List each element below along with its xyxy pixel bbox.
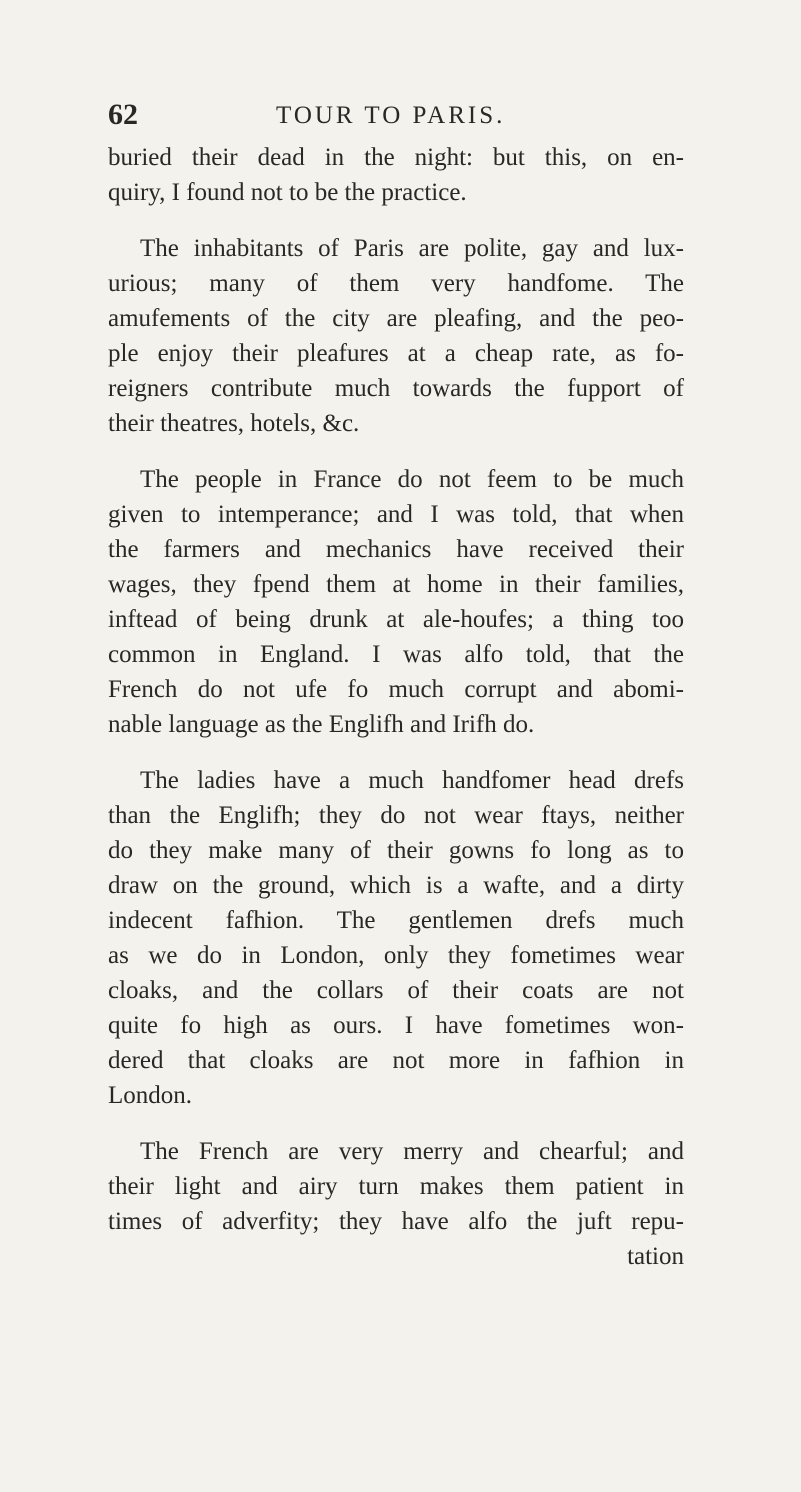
paragraph xyxy=(108,763,684,1113)
text-line: nable language as the Englifh and Irifh do. xyxy=(108,711,535,738)
page-number: 62 xyxy=(108,98,138,131)
paragraph xyxy=(108,231,684,441)
text-line: the farmers and mechanics have received their xyxy=(108,536,684,563)
text-line: London. xyxy=(108,1082,193,1109)
text-line: their theatres, hotels, &c. xyxy=(108,410,360,437)
text-line: given to intemperance; and I was told, that when xyxy=(108,501,684,528)
text-line: common in England. I was alfo told, that the xyxy=(108,641,684,668)
text-line: their light and airy turn makes them patient in xyxy=(108,1173,684,1200)
paragraph xyxy=(108,1134,684,1274)
text-line: wages, they fpend them at home in their families, xyxy=(108,571,684,598)
paragraph xyxy=(108,140,684,210)
running-head: TOUR TO PARIS. xyxy=(276,102,506,129)
catchword: tation xyxy=(627,1243,684,1270)
text-line: The French are very merry and chearful; and xyxy=(140,1138,684,1165)
text-line: amufements of the city are pleafing, and the peo- xyxy=(108,305,684,332)
text-line: than the Englifh; they do not wear ftays, neither xyxy=(108,802,684,829)
text-line: dered that cloaks are not more in fafhion in xyxy=(108,1047,684,1074)
text-line: quite fo high as ours. I have fometimes won- xyxy=(108,1012,684,1039)
text-line: draw on the ground, which is a wafte, and a dirty xyxy=(108,872,684,899)
text-line: as we do in London, only they fometimes wear xyxy=(108,942,684,969)
text-line: urious; many of them very handfome. The xyxy=(108,270,684,297)
text-line: reigners contribute much towards the fupport of xyxy=(108,375,684,402)
text-line: cloaks, and the collars of their coats are not xyxy=(108,977,684,1004)
text-line: quiry, I found not to be the practice. xyxy=(108,179,467,206)
text-line: The ladies have a much handfomer head drefs xyxy=(140,767,684,794)
text-line: do they make many of their gowns fo long as to xyxy=(108,837,684,864)
text-line: French do not ufe fo much corrupt and abomi- xyxy=(108,676,684,703)
text-line: buried their dead in the night: but this, on en- xyxy=(108,144,684,171)
page-header xyxy=(108,98,698,132)
paragraph xyxy=(108,462,684,742)
text-line: inftead of being drunk at ale-houfes; a thing too xyxy=(108,606,684,633)
text-line: The inhabitants of Paris are polite, gay and lux- xyxy=(140,235,684,262)
text-line: The people in France do not feem to be much xyxy=(140,466,684,493)
text-line: indecent fafhion. The gentlemen drefs much xyxy=(108,907,684,934)
text-line: ple enjoy their pleafures at a cheap rate, as fo- xyxy=(108,340,684,367)
text-line: times of adverfity; they have alfo the juft repu- xyxy=(108,1208,684,1235)
